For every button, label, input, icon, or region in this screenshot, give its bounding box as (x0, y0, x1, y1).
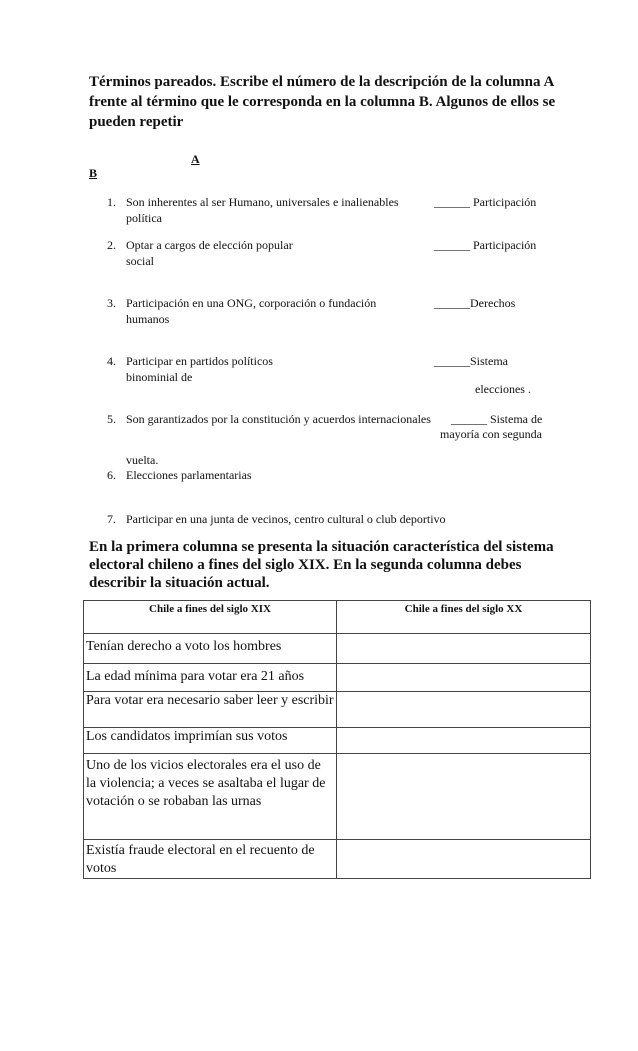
item-text-cont: social (126, 254, 154, 268)
item-number: 6. (107, 468, 116, 482)
table-cell: Para votar era necesario saber leer y escribir (84, 692, 337, 728)
term-elecciones: elecciones . (475, 382, 531, 396)
item-text-cont: binominial de (126, 370, 193, 384)
instructions-paired-terms: Términos pareados. Escribe el número de la descripción de la columna A frente al término que le corresponda en la columna B. Algunos de ellos se pueden repetir (89, 74, 556, 130)
instructions-comparison: En la primera columna se presenta la situación característica del sistema electoral chileno a fines del siglo XIX. En la segunda columna debes describir la situación actual. (89, 539, 554, 591)
term-sistema-binominial: ______Sistema (434, 354, 508, 368)
term-participacion-social: ______ Participación (434, 238, 537, 252)
answer-cell[interactable] (337, 634, 591, 664)
item-text: Elecciones parlamentarias (126, 468, 252, 482)
item-text: Son inherentes al ser Humano, universales e inalienables (126, 195, 399, 209)
item-text: Participar en partidos políticos (126, 354, 273, 368)
header-siglo-xx: Chile a fines del siglo XX (337, 601, 591, 634)
table-cell: Existía fraude electoral en el recuento de votos (84, 840, 337, 879)
comparison-table (83, 600, 591, 879)
answer-cell[interactable] (337, 754, 591, 840)
term-mayoria-segunda: mayoría con segunda (440, 427, 542, 441)
item-text-cont: política (126, 211, 162, 225)
term-sistema-segunda-vuelta: ______ Sistema de (451, 412, 543, 426)
term-derechos-humanos: ______Derechos (434, 296, 516, 310)
table-cell: Los candidatos imprimían sus votos (84, 728, 337, 754)
table-cell: Tenían derecho a voto los hombres (84, 634, 337, 664)
answer-cell[interactable] (337, 728, 591, 754)
header-siglo-xix: Chile a fines del siglo XIX (84, 601, 337, 634)
answer-cell[interactable] (337, 840, 591, 879)
table-cell: La edad mínima para votar era 21 años (84, 664, 337, 692)
column-b-label: B (89, 166, 98, 180)
item-number: 4. (107, 354, 116, 368)
table-row (84, 840, 591, 879)
item-text: Participación en una ONG, corporación o fundación (126, 296, 377, 310)
table-row (84, 692, 591, 728)
answer-cell[interactable] (337, 664, 591, 692)
item-text: Optar a cargos de elección popular (126, 238, 293, 252)
table-row (84, 634, 591, 664)
table-row (84, 754, 591, 840)
item-text-cont: vuelta. (126, 453, 159, 467)
term-participacion-politica: ______ Participación (434, 195, 537, 209)
table-row (84, 728, 591, 754)
item-number: 2. (107, 238, 116, 252)
answer-cell[interactable] (337, 692, 591, 728)
item-number: 3. (107, 296, 116, 310)
table-header-row (84, 601, 591, 634)
table-cell: Uno de los vicios electorales era el uso de la violencia; a veces se asaltaba el lugar de votación o se robaban las urnas (84, 754, 337, 840)
item-text-cont: humanos (126, 312, 170, 326)
item-number: 5. (107, 412, 116, 426)
table-row (84, 664, 591, 692)
item-text: Participar en una junta de vecinos, centro cultural o club deportivo (126, 512, 446, 526)
column-a-label: A (191, 152, 200, 166)
item-text: Son garantizados por la constitución y acuerdos internacionales (126, 412, 431, 426)
item-number: 1. (107, 195, 116, 209)
item-number: 7. (107, 512, 116, 526)
